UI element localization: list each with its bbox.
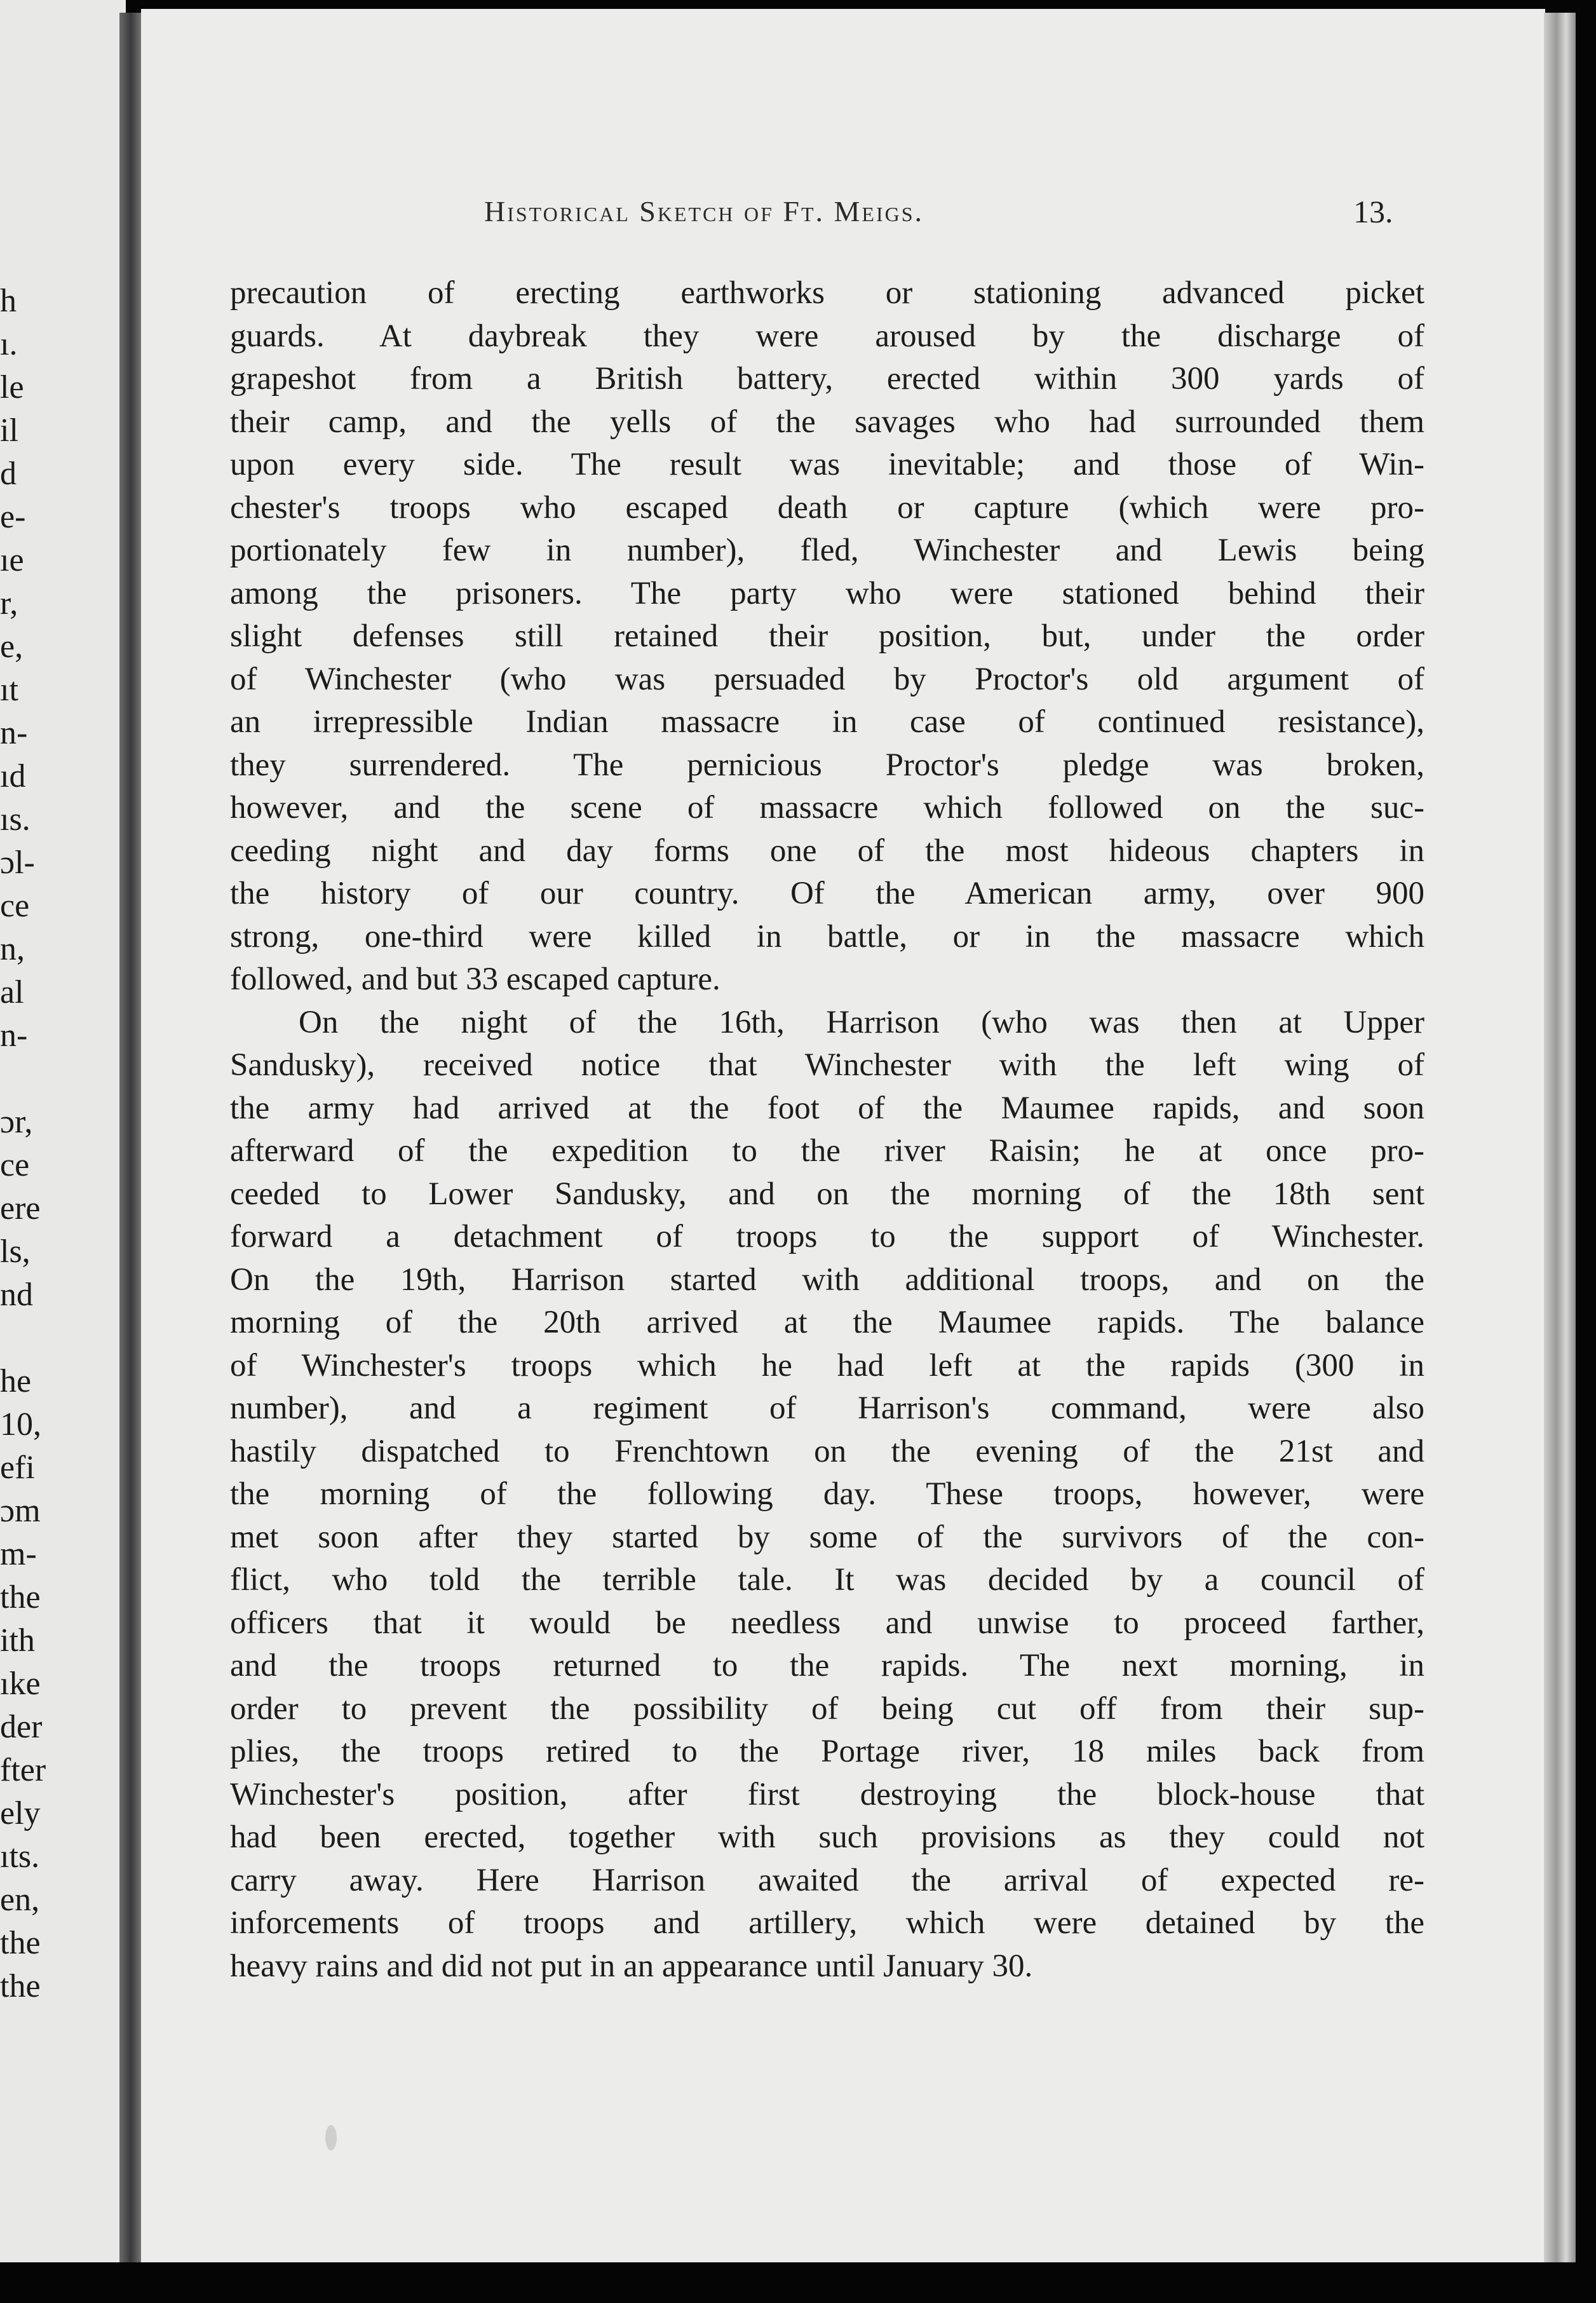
text-line: hastily dispatched to Frenchtown on the evening of the 21st and [230,1433,1424,1469]
book-gutter [119,13,142,2262]
facing-page-fragment: the [0,1968,41,2004]
text-line: they surrendered. The pernicious Proctor's pledge was broken, [230,747,1424,783]
facing-page-fragment: n, [0,931,25,967]
facing-page-fragment [0,1057,126,1101]
facing-page-fragment: ely [0,1795,41,1831]
text-line: guards. At daybreak they were aroused by the discharge of [230,318,1424,354]
facing-page-fragment: der [0,1709,43,1745]
text-line: ceeded to Lower Sandusky, and on the morning of the 18th sent [230,1176,1424,1212]
text-line: the morning of the following day. These troops, however, were [230,1476,1424,1512]
text-line: of Winchester's troops which he had left at the rapids (300 in [230,1347,1424,1383]
facing-page-fragment: e, [0,628,24,665]
running-head: Historical Sketch of Ft. Meigs. [484,195,924,228]
scan-smudge [325,2125,337,2150]
text-line: ceeding night and day forms one of the most hideous chapters in [230,832,1424,869]
text-line: morning of the 20th arrived at the Maumee rapids. The balance [230,1305,1424,1340]
text-line: strong, one-third were killed in battle, or in the massacre which [230,918,1424,954]
facing-page-fragment: ɔl- [0,845,35,881]
facing-page-fragment: al [0,974,24,1010]
paragraph-2 [230,1002,1424,1988]
text-line: order to prevent the possibility of being cut off from their sup- [230,1690,1424,1727]
text-line: chester's troops who escaped death or capture (which were pro- [230,489,1424,526]
text-line: upon every side. The result was inevitable; and those of Win- [230,447,1424,482]
facing-page-fragment: ere [0,1190,41,1226]
facing-page-fragment: ce [0,888,30,924]
body-text [230,272,1424,1988]
facing-page-fragment: ıe [0,542,24,578]
text-line: precaution of erecting earthworks or stationing advanced picket [230,275,1424,311]
facing-page-fragment: ıke [0,1666,41,1702]
text-line: carry away. Here Harrison awaited the arrival of expected re- [230,1862,1424,1898]
facing-page-fragment: m- [0,1536,37,1572]
facing-page-fragment: h [0,283,17,319]
text-line: the history of our country. Of the American army, over 900 [230,876,1424,911]
text-line: afterward of the expedition to the river Raisin; he at once pro- [230,1133,1424,1169]
text-line: portionately few in number), fled, Winchester and Lewis being [230,533,1424,568]
facing-page-fragment: ı. [0,326,18,362]
text-line: among the prisoners. The party who were stationed behind their [230,575,1424,611]
facing-page-fragment: efi [0,1450,35,1486]
facing-page-fragment: r, [0,585,18,622]
facing-page-fragment: ıts. [0,1838,40,1875]
facing-page-fragment: n- [0,715,28,751]
facing-page-fragment: ith [0,1622,35,1659]
text-line: their camp, and the yells of the savages who had surrounded them [230,404,1424,440]
facing-page-fragment: le [0,369,24,405]
text-line: met soon after they started by some of the survivors of the con- [230,1519,1424,1555]
facing-page-fragment: the [0,1579,41,1615]
facing-page-fragment: n- [0,1017,28,1054]
text-line: heavy rains and did not put in an appearance until January 30. [230,1948,1033,1984]
book-page [141,9,1545,2262]
text-line: had been erected, together with such provisions as they could not [230,1819,1424,1855]
text-line: Winchester's position, after first destroying the block-house that [230,1776,1424,1812]
facing-page-fragment: fter [0,1752,46,1788]
facing-page-fragment: ıs. [0,801,30,838]
text-line: of Winchester (who was persuaded by Proctor's old argument of [230,661,1424,697]
facing-page-fragment: he [0,1363,32,1399]
page-number: 13. [1353,194,1393,229]
text-line: plies, the troops retired to the Portage river, 18 miles back from [230,1734,1424,1769]
page-stack-edge [1544,13,1576,2262]
text-line: grapeshot from a British battery, erected within 300 yards of [230,361,1424,397]
text-line: followed, and but 33 escaped capture. [230,961,720,997]
facing-page-edge [0,0,126,2262]
facing-page-fragment: ls, [0,1233,30,1270]
facing-page-fragment: ɔr, [0,1104,33,1140]
text-line: officers that it would be needless and unwise to proceed farther, [230,1605,1424,1641]
text-line: the army had arrived at the foot of the Maumee rapids, and soon [230,1090,1424,1126]
text-line: inforcements of troops and artillery, which were detained by the [230,1905,1424,1941]
text-line: forward a detachment of troops to the support of Winchester. [230,1219,1424,1254]
text-line: and the troops returned to the rapids. The next morning, in [230,1648,1424,1683]
text-line: slight defenses still retained their position, but, under the order [230,618,1424,654]
text-line: an irrepressible Indian massacre in case of continued resistance), [230,704,1424,740]
text-line: On the night of the 16th, Harrison (who was then at Upper [299,1004,1424,1040]
facing-page-fragment: ıt [0,672,18,708]
text-line: flict, who told the terrible tale. It was decided by a council of [230,1562,1424,1598]
text-line: number), and a regiment of Harrison's command, were also [230,1390,1424,1426]
facing-page-fragment [0,1317,126,1360]
facing-page-fragment: ıd [0,758,26,794]
facing-page-fragment: 10, [0,1406,41,1443]
facing-page-fragment: ce [0,1147,30,1183]
facing-page-line-fragments [0,280,126,2008]
facing-page-fragment: the [0,1925,41,1961]
facing-page-fragment: il [0,412,18,449]
facing-page-fragment: nd [0,1277,33,1313]
facing-page-fragment: ɔm [0,1493,41,1529]
facing-page-fragment: d [0,456,17,492]
paragraph-1 [230,272,1424,1002]
text-line: On the 19th, Harrison started with additional troops, and on the [230,1261,1424,1298]
text-line: however, and the scene of massacre which followed on the suc- [230,790,1424,825]
text-line: Sandusky), received notice that Winchester with the left wing of [230,1047,1424,1083]
facing-page-fragment: en, [0,1882,40,1918]
facing-page-fragment: e- [0,499,26,535]
